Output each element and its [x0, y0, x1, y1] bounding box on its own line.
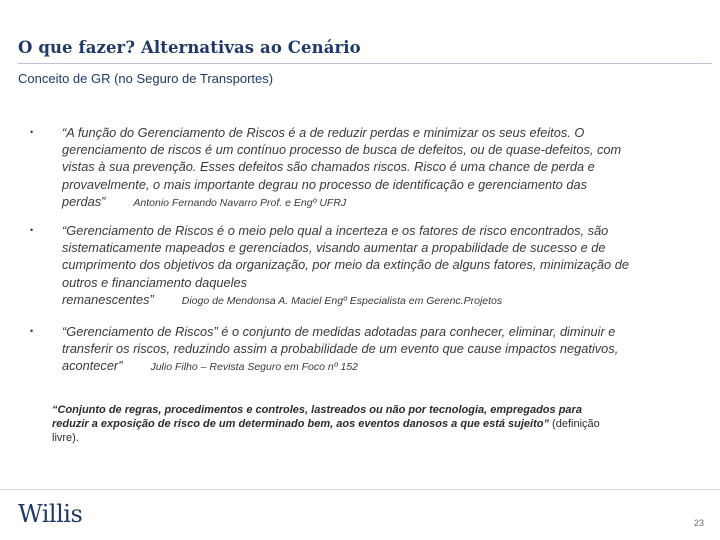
bullet-marker: • [30, 225, 34, 235]
quote-citation: Julio Filho – Revista Seguro em Foco nº 152 [150, 361, 358, 374]
section-subtitle: Conceito de GR (no Seguro de Transportes) [18, 71, 274, 86]
definition-suffix: (definição livre). [52, 418, 600, 444]
title-divider [18, 63, 712, 64]
definition-text: “Conjunto de regras, procedimentos e controles, lastreados ou não por tecnologia, empregados para reduzir a exposição de risco de um determinado bem, aos eventos danosos a que está sujeito” [52, 404, 582, 430]
willis-logo: Willis [18, 500, 83, 528]
bullet-marker: • [30, 127, 34, 137]
bullet-text [62, 124, 652, 212]
quote-citation: Diogo de Mendonsa A. Maciel Engº Especialista em Gerenc.Projetos [181, 294, 503, 307]
quote-citation: Antonio Fernando Navarro Prof. e Engº UFRJ [133, 196, 347, 209]
quote-text: “Gerenciamento de Riscos é o meio pelo qual a incerteza e os fatores de risco encontrados, são sistematicamente mapeados e gerenciados, visando aumentar a propabilidade de sucesso e de cumprimento dos objetivos da organização, por meio da extinção de alguns fatores, minimização de outros e financiamento daqueles remanescentes” [62, 223, 629, 307]
quote-text: “A função do Gerenciamento de Riscos é a de reduzir perdas e minimizar os seus efeitos. O gerenciamento de riscos é um contínuo processo de busca de defeitos, ou de quase-defeitos, com vistas à sua prevenção. Esses defeitos são chamados riscos. Risco é uma chance de perda e provavelmente, o mais importante degrau no processo de identificação e gerenciamento das perdas” [62, 125, 622, 209]
bullet-marker: • [30, 326, 34, 336]
definition-block [52, 403, 612, 445]
page-number: 23 [693, 518, 704, 528]
bullet-text [62, 323, 652, 377]
quote-text: “Gerenciamento de Riscos” é o conjunto de medidas adotadas para conhecer, eliminar, diminuir e transferir os riscos, reduzindo assim a probabilidade de um evento que cause impactos negativos, acontecer” [62, 324, 619, 374]
footer-divider [0, 489, 720, 490]
bullet-text [62, 222, 652, 310]
page-title: O que fazer? Alternativas ao Cenário [18, 38, 361, 57]
